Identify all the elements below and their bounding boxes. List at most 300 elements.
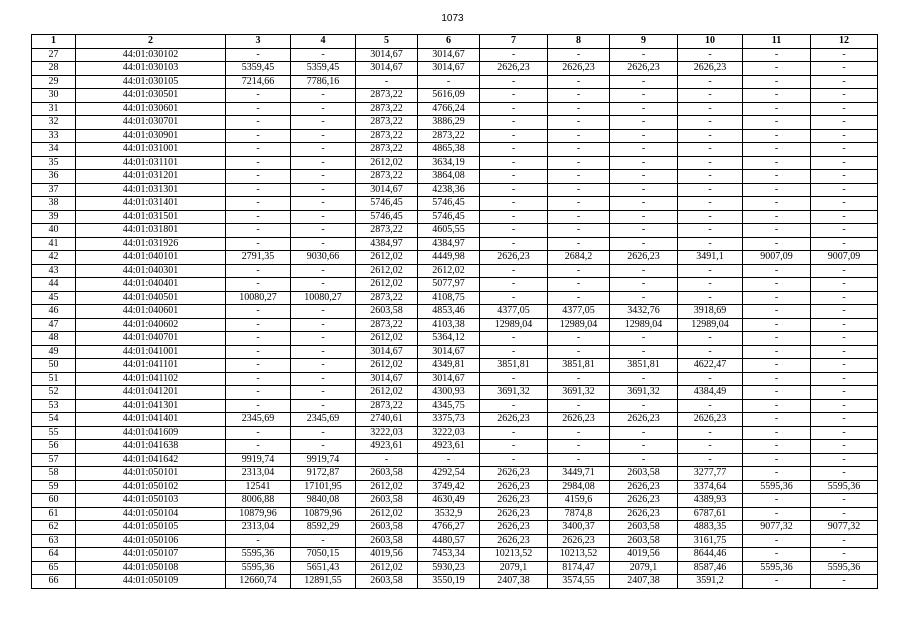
table-cell: -: [743, 413, 811, 427]
table-cell: -: [811, 386, 878, 400]
table-cell: -: [418, 453, 480, 467]
table-cell: -: [291, 318, 356, 332]
table-cell: 7874,8: [548, 507, 610, 521]
table-cell: -: [811, 48, 878, 62]
table-row: [32, 278, 878, 292]
table-cell: -: [743, 318, 811, 332]
table-cell: 2079,1: [480, 561, 548, 575]
table-cell: -: [743, 102, 811, 116]
table-cell: 3886,29: [418, 116, 480, 130]
table-cell: 2612,02: [356, 251, 418, 265]
table-cell: 44:01:040101: [76, 251, 226, 265]
table-cell: 44:01:030103: [76, 62, 226, 76]
table-cell: -: [291, 440, 356, 454]
table-cell: 2626,23: [548, 62, 610, 76]
table-cell: 8174,47: [548, 561, 610, 575]
table-cell: -: [480, 75, 548, 89]
table-row: [32, 467, 878, 481]
table-cell: 2603,58: [356, 494, 418, 508]
table-cell: -: [548, 291, 610, 305]
table-cell: 44:01:040601: [76, 305, 226, 319]
table-cell: -: [291, 183, 356, 197]
table-row: [32, 426, 878, 440]
table-cell: -: [743, 372, 811, 386]
table-cell: 3014,67: [356, 48, 418, 62]
table-cell: -: [811, 210, 878, 224]
table-cell: 3014,67: [418, 372, 480, 386]
table-row: [32, 170, 878, 184]
table-cell: -: [811, 291, 878, 305]
table-cell: 4923,61: [418, 440, 480, 454]
table-cell: 36: [32, 170, 76, 184]
table-cell: 58: [32, 467, 76, 481]
table-row: [32, 453, 878, 467]
table-cell: -: [811, 237, 878, 251]
table-cell: 4449,98: [418, 251, 480, 265]
table-cell: 2626,23: [548, 413, 610, 427]
table-cell: 65: [32, 561, 76, 575]
table-cell: -: [480, 453, 548, 467]
table-cell: -: [678, 345, 743, 359]
table-cell: -: [480, 183, 548, 197]
table-cell: -: [610, 291, 678, 305]
table-cell: -: [291, 210, 356, 224]
table-cell: -: [480, 426, 548, 440]
table-cell: 2079,1: [610, 561, 678, 575]
table-cell: -: [548, 224, 610, 238]
table-cell: 3691,32: [610, 386, 678, 400]
table-cell: -: [610, 264, 678, 278]
table-cell: -: [480, 264, 548, 278]
table-cell: 3222,03: [356, 426, 418, 440]
table-cell: 2313,04: [226, 467, 291, 481]
table-cell: 3851,81: [480, 359, 548, 373]
table-cell: -: [811, 507, 878, 521]
table-cell: -: [811, 575, 878, 589]
table-cell: 2603,58: [356, 575, 418, 589]
table-cell: 44:01:050104: [76, 507, 226, 521]
table-cell: 5616,09: [418, 89, 480, 103]
table-cell: 12989,04: [480, 318, 548, 332]
table-cell: 4853,46: [418, 305, 480, 319]
table-cell: -: [678, 143, 743, 157]
table-cell: -: [811, 413, 878, 427]
table-cell: 44:01:041642: [76, 453, 226, 467]
table-cell: -: [610, 48, 678, 62]
table-cell: 62: [32, 521, 76, 535]
table-cell: -: [480, 170, 548, 184]
table-cell: 44:01:040602: [76, 318, 226, 332]
table-cell: 2603,58: [356, 521, 418, 535]
table-cell: 44:01:040501: [76, 291, 226, 305]
table-cell: 4766,27: [418, 521, 480, 535]
table-cell: -: [291, 48, 356, 62]
table-cell: -: [548, 170, 610, 184]
table-row: [32, 345, 878, 359]
table-cell: 44:01:031501: [76, 210, 226, 224]
header-row: [32, 35, 878, 49]
table-cell: -: [480, 291, 548, 305]
table-cell: 2684,2: [548, 251, 610, 265]
table-cell: 3851,81: [610, 359, 678, 373]
table-cell: -: [610, 143, 678, 157]
table-cell: 2626,23: [610, 413, 678, 427]
table-cell: 32: [32, 116, 76, 130]
table-cell: 5746,45: [418, 197, 480, 211]
table-cell: 2603,58: [610, 521, 678, 535]
column-header: 12: [811, 35, 878, 49]
table-cell: 3691,32: [480, 386, 548, 400]
table-row: [32, 521, 878, 535]
table-cell: 12989,04: [678, 318, 743, 332]
table-cell: -: [811, 372, 878, 386]
table-cell: -: [291, 102, 356, 116]
table-cell: -: [291, 426, 356, 440]
table-row: [32, 251, 878, 265]
table-cell: 43: [32, 264, 76, 278]
table-cell: 44:01:041638: [76, 440, 226, 454]
table-cell: -: [811, 170, 878, 184]
table-cell: 63: [32, 534, 76, 548]
table-cell: 3400,37: [548, 521, 610, 535]
column-header: 5: [356, 35, 418, 49]
column-header: 10: [678, 35, 743, 49]
table-cell: 3691,32: [548, 386, 610, 400]
table-cell: 44:01:030501: [76, 89, 226, 103]
table-cell: 12989,04: [548, 318, 610, 332]
table-cell: -: [743, 224, 811, 238]
table-cell: 44:01:031926: [76, 237, 226, 251]
table-cell: 44:01:030102: [76, 48, 226, 62]
table-cell: 44:01:031101: [76, 156, 226, 170]
table-cell: 31: [32, 102, 76, 116]
table-cell: 2626,23: [480, 413, 548, 427]
table-cell: -: [743, 48, 811, 62]
table-cell: -: [548, 426, 610, 440]
table-cell: 2873,22: [356, 116, 418, 130]
table-cell: 2612,02: [356, 264, 418, 278]
table-cell: -: [610, 224, 678, 238]
table-cell: -: [226, 305, 291, 319]
table-cell: 2626,23: [610, 62, 678, 76]
table-row: [32, 386, 878, 400]
table-cell: -: [480, 89, 548, 103]
table-cell: -: [291, 534, 356, 548]
table-cell: -: [811, 548, 878, 562]
table-cell: -: [811, 426, 878, 440]
table-cell: -: [226, 386, 291, 400]
table-cell: -: [291, 237, 356, 251]
table-cell: 44:01:031301: [76, 183, 226, 197]
table-cell: 35: [32, 156, 76, 170]
table-cell: 5651,43: [291, 561, 356, 575]
table-cell: 2626,23: [610, 480, 678, 494]
table-cell: 10080,27: [291, 291, 356, 305]
table-cell: 9919,74: [291, 453, 356, 467]
table-cell: -: [480, 143, 548, 157]
table-cell: -: [226, 264, 291, 278]
table-cell: 4923,61: [356, 440, 418, 454]
table-row: [32, 561, 878, 575]
table-cell: -: [226, 183, 291, 197]
table-cell: 44:01:031401: [76, 197, 226, 211]
table-cell: 2612,02: [356, 386, 418, 400]
table-cell: -: [811, 62, 878, 76]
table-cell: -: [610, 345, 678, 359]
table-cell: -: [811, 399, 878, 413]
table-cell: 44:01:040401: [76, 278, 226, 292]
table-cell: -: [743, 386, 811, 400]
table-row: [32, 548, 878, 562]
table-cell: -: [678, 440, 743, 454]
table-row: [32, 224, 878, 238]
table-cell: -: [743, 237, 811, 251]
table-cell: -: [610, 399, 678, 413]
table-cell: 4238,36: [418, 183, 480, 197]
table-cell: 3277,77: [678, 467, 743, 481]
table-cell: 2626,23: [480, 534, 548, 548]
table-cell: 50: [32, 359, 76, 373]
table-cell: -: [743, 440, 811, 454]
table-cell: 10213,52: [480, 548, 548, 562]
table-cell: 2612,02: [356, 480, 418, 494]
table-cell: -: [610, 278, 678, 292]
table-row: [32, 507, 878, 521]
table-cell: -: [743, 210, 811, 224]
table-cell: -: [811, 332, 878, 346]
table-cell: 41: [32, 237, 76, 251]
table-cell: -: [678, 89, 743, 103]
table-cell: -: [811, 318, 878, 332]
page-number: 1073: [441, 13, 464, 24]
table-cell: 47: [32, 318, 76, 332]
table-cell: 5359,45: [226, 62, 291, 76]
table-cell: 4159,6: [548, 494, 610, 508]
table-cell: 4300,93: [418, 386, 480, 400]
table-cell: 2612,02: [418, 264, 480, 278]
table-cell: -: [743, 62, 811, 76]
table-cell: 12989,04: [610, 318, 678, 332]
table-cell: 3851,81: [548, 359, 610, 373]
table-cell: -: [480, 224, 548, 238]
table-cell: 44:01:041201: [76, 386, 226, 400]
table-cell: -: [548, 102, 610, 116]
table-cell: 2612,02: [356, 332, 418, 346]
table-cell: -: [226, 224, 291, 238]
table-cell: -: [811, 89, 878, 103]
table-cell: 44:01:041609: [76, 426, 226, 440]
table-row: [32, 575, 878, 589]
table-cell: -: [226, 426, 291, 440]
table-cell: 2791,35: [226, 251, 291, 265]
table-cell: -: [678, 129, 743, 143]
table-cell: -: [548, 197, 610, 211]
table-cell: 3864,08: [418, 170, 480, 184]
table-cell: -: [226, 116, 291, 130]
table-cell: 10213,52: [548, 548, 610, 562]
table-cell: 44:01:050108: [76, 561, 226, 575]
table-cell: -: [678, 372, 743, 386]
table-cell: -: [811, 197, 878, 211]
table-cell: 60: [32, 494, 76, 508]
column-header: 9: [610, 35, 678, 49]
table-cell: -: [743, 467, 811, 481]
table-cell: -: [356, 453, 418, 467]
table-cell: -: [291, 264, 356, 278]
table-cell: -: [743, 116, 811, 130]
table-cell: 2313,04: [226, 521, 291, 535]
table-cell: -: [480, 440, 548, 454]
table-cell: 53: [32, 399, 76, 413]
column-header: 1: [32, 35, 76, 49]
table-cell: 5930,23: [418, 561, 480, 575]
table-cell: -: [678, 156, 743, 170]
table-cell: 44:01:050109: [76, 575, 226, 589]
table-cell: 3491,1: [678, 251, 743, 265]
table-cell: 2626,23: [480, 521, 548, 535]
table-cell: -: [610, 129, 678, 143]
table-cell: 3375,73: [418, 413, 480, 427]
table-cell: -: [743, 507, 811, 521]
table-cell: 2626,23: [678, 62, 743, 76]
table-cell: 3161,75: [678, 534, 743, 548]
table-cell: 33: [32, 129, 76, 143]
table-cell: 8006,88: [226, 494, 291, 508]
table-row: [32, 116, 878, 130]
table-cell: 4389,93: [678, 494, 743, 508]
table-cell: -: [291, 197, 356, 211]
table-cell: -: [811, 156, 878, 170]
table-cell: -: [548, 399, 610, 413]
table-cell: 3918,69: [678, 305, 743, 319]
column-header: 7: [480, 35, 548, 49]
table-cell: 44:01:050106: [76, 534, 226, 548]
table-row: [32, 129, 878, 143]
table-cell: -: [743, 291, 811, 305]
column-header: 6: [418, 35, 480, 49]
table-cell: -: [480, 345, 548, 359]
table-cell: -: [480, 399, 548, 413]
table-cell: -: [226, 129, 291, 143]
table-cell: -: [291, 305, 356, 319]
table-cell: 5595,36: [226, 548, 291, 562]
table-cell: 55: [32, 426, 76, 440]
table-cell: 44:01:031001: [76, 143, 226, 157]
table-cell: 44:01:041301: [76, 399, 226, 413]
table-cell: 8644,46: [678, 548, 743, 562]
table-cell: -: [811, 467, 878, 481]
table-cell: -: [610, 170, 678, 184]
table-cell: 4865,38: [418, 143, 480, 157]
table-cell: 40: [32, 224, 76, 238]
table-cell: -: [291, 278, 356, 292]
table-cell: -: [743, 264, 811, 278]
table-cell: 3222,03: [418, 426, 480, 440]
table-cell: 2612,02: [356, 278, 418, 292]
table-cell: -: [743, 278, 811, 292]
table-cell: -: [811, 534, 878, 548]
table-cell: 2873,22: [356, 102, 418, 116]
table-cell: 48: [32, 332, 76, 346]
table-row: [32, 480, 878, 494]
table-cell: 44:01:050103: [76, 494, 226, 508]
table-cell: 44:01:040301: [76, 264, 226, 278]
table-cell: -: [226, 399, 291, 413]
table-cell: 3374,64: [678, 480, 743, 494]
table-cell: -: [678, 224, 743, 238]
table-cell: 2407,38: [610, 575, 678, 589]
table-cell: 4883,35: [678, 521, 743, 535]
table-cell: -: [548, 183, 610, 197]
table-row: [32, 156, 878, 170]
table-cell: 9030,66: [291, 251, 356, 265]
table-cell: -: [610, 156, 678, 170]
table-cell: 51: [32, 372, 76, 386]
table-cell: 4108,75: [418, 291, 480, 305]
table-row: [32, 75, 878, 89]
table-cell: -: [743, 534, 811, 548]
table-cell: 59: [32, 480, 76, 494]
table-cell: -: [678, 116, 743, 130]
table-cell: 28: [32, 62, 76, 76]
table-cell: -: [678, 197, 743, 211]
table-cell: -: [610, 89, 678, 103]
table-cell: -: [226, 318, 291, 332]
table-cell: 3634,19: [418, 156, 480, 170]
table-cell: 44:01:030901: [76, 129, 226, 143]
table-cell: -: [743, 345, 811, 359]
table-cell: -: [291, 170, 356, 184]
table-cell: -: [548, 143, 610, 157]
table-cell: -: [743, 75, 811, 89]
table-cell: -: [610, 372, 678, 386]
table-cell: 29: [32, 75, 76, 89]
table-cell: -: [610, 332, 678, 346]
table-cell: -: [226, 197, 291, 211]
table-cell: 2626,23: [610, 251, 678, 265]
table-cell: 12541: [226, 480, 291, 494]
table-row: [32, 534, 878, 548]
table-cell: -: [743, 183, 811, 197]
table-cell: 46: [32, 305, 76, 319]
table-cell: -: [743, 332, 811, 346]
table-cell: 2873,22: [418, 129, 480, 143]
table-cell: 45: [32, 291, 76, 305]
table-cell: 4384,97: [418, 237, 480, 251]
table-cell: 44:01:041102: [76, 372, 226, 386]
table-cell: 44:01:030701: [76, 116, 226, 130]
table-cell: 44:01:050101: [76, 467, 226, 481]
table-cell: 5077,97: [418, 278, 480, 292]
table-cell: 44:01:031801: [76, 224, 226, 238]
table-cell: 4349,81: [418, 359, 480, 373]
table-cell: 2603,58: [356, 467, 418, 481]
table-cell: 30: [32, 89, 76, 103]
table-cell: -: [743, 305, 811, 319]
table-cell: 2626,23: [480, 480, 548, 494]
table-cell: -: [811, 305, 878, 319]
table-cell: -: [678, 237, 743, 251]
table-row: [32, 291, 878, 305]
table-cell: 4622,47: [678, 359, 743, 373]
table-cell: 7050,15: [291, 548, 356, 562]
table-row: [32, 62, 878, 76]
table-cell: -: [226, 372, 291, 386]
table-cell: -: [678, 278, 743, 292]
table-cell: -: [678, 264, 743, 278]
table-cell: -: [226, 102, 291, 116]
table-cell: -: [811, 264, 878, 278]
